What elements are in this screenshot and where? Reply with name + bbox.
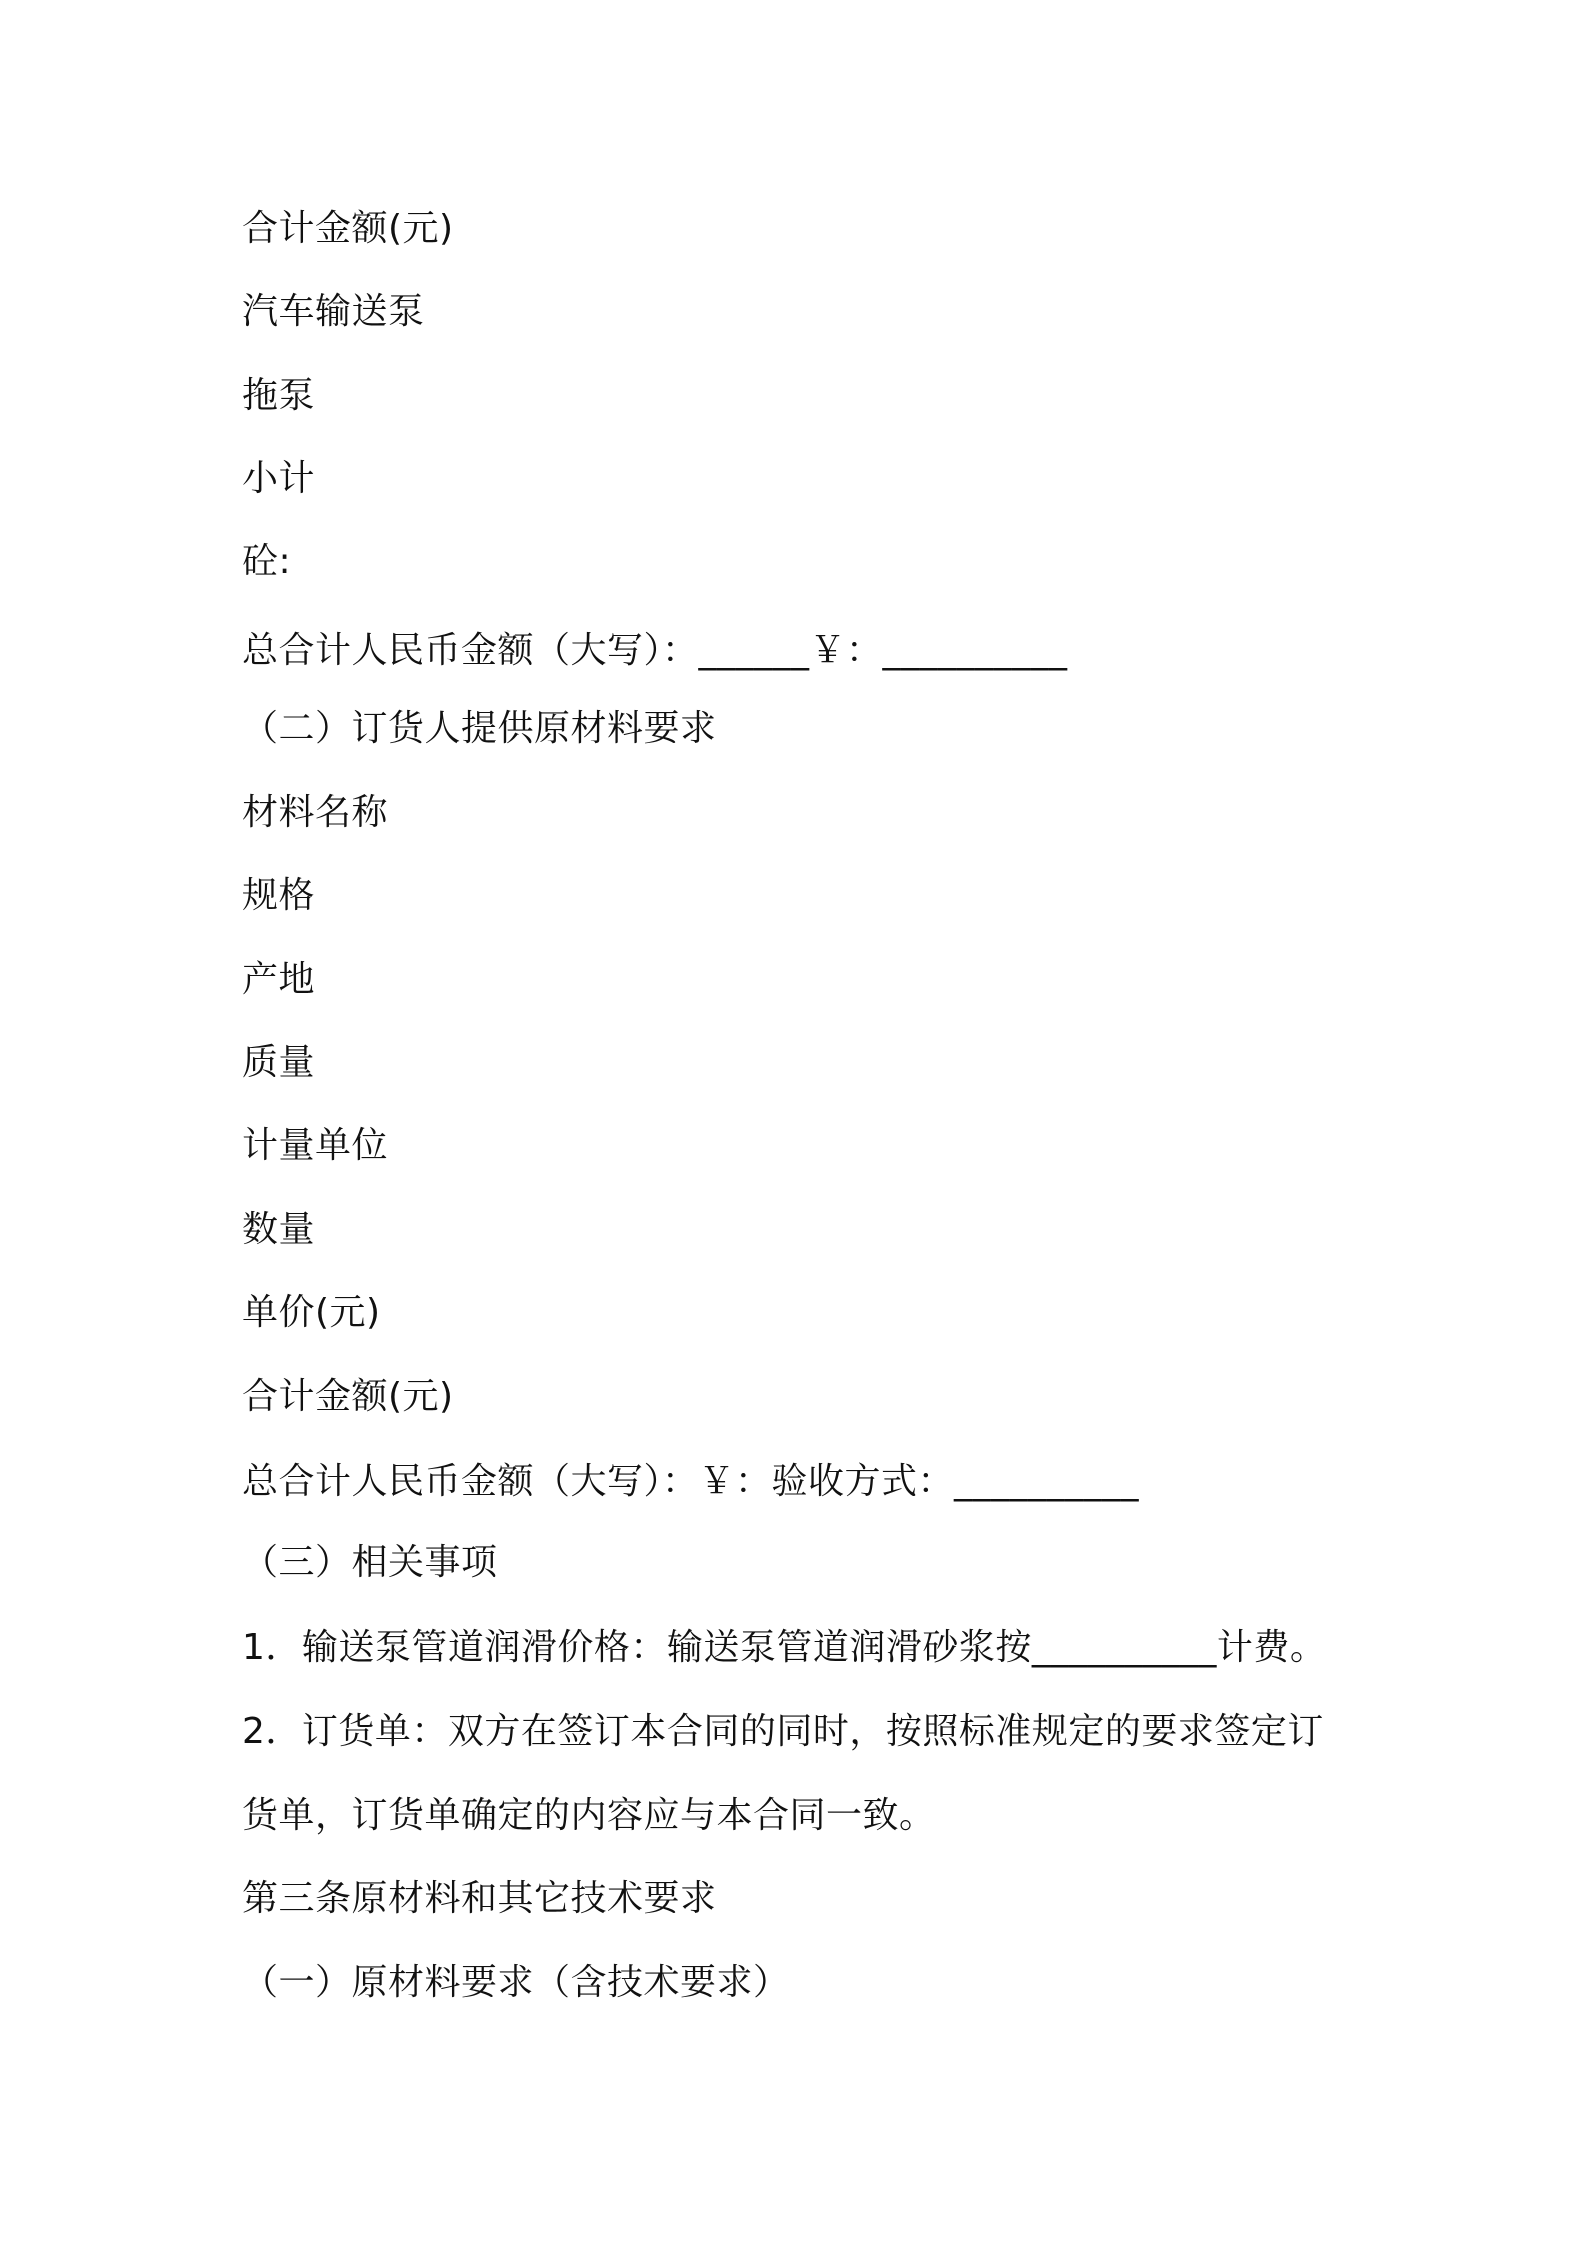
text-line-truck-pump: 汽车输送泵 [242, 291, 425, 332]
text-line-origin: 产地 [242, 959, 316, 1000]
text-line-item-1: 1．输送泵管道润滑价格：输送泵管道润滑砂浆按__________计费。 [242, 1627, 1327, 1668]
text-line-material-name: 材料名称 [242, 792, 389, 833]
section-heading-material-requirements: （一）原材料要求（含技术要求） [242, 1962, 790, 2003]
text-line-total-amount-1: 合计金额(元) [242, 208, 454, 249]
text-line-concrete: 砼: [242, 541, 292, 582]
text-line-quality: 质量 [242, 1042, 316, 1083]
text-line-spec: 规格 [242, 875, 316, 916]
text-line-subtotal: 小计 [242, 458, 316, 499]
text-line-unit: 计量单位 [242, 1125, 389, 1166]
text-line-total-amount-2: 合计金额(元) [242, 1376, 454, 1417]
text-line-item-2: 2．订货单：双方在签订本合同的同时，按照标准规定的要求签定订 [242, 1711, 1324, 1752]
text-line-trailer-pump: 拖泵 [242, 375, 316, 416]
article-heading-3: 第三条原材料和其它技术要求 [242, 1878, 717, 1919]
text-line-quantity: 数量 [242, 1209, 316, 1250]
text-line-grand-total-2: 总合计人民币金额（大写）：￥：验收方式：__________ [242, 1461, 1140, 1502]
text-line-grand-total-1: 总合计人民币金额（大写）：______￥：__________ [242, 630, 1068, 671]
section-heading-materials-supplied: （二）订货人提供原材料要求 [242, 708, 717, 749]
text-line-item-2-cont: 货单，订货单确定的内容应与本合同一致。 [242, 1795, 936, 1836]
section-heading-related-matters: （三）相关事项 [242, 1542, 498, 1583]
text-line-unit-price: 单价(元) [242, 1292, 381, 1333]
